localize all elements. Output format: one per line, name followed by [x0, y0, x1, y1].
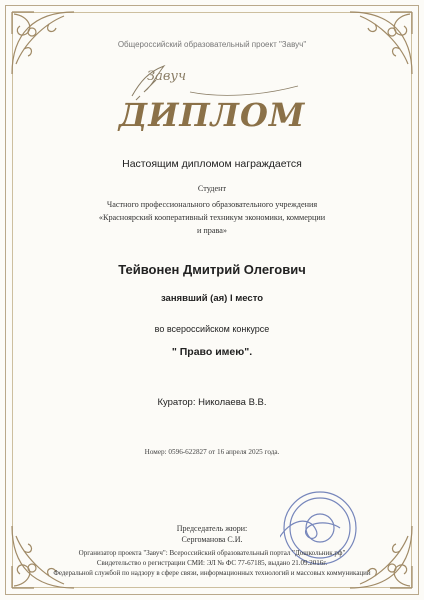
- place-text: занявший (ая) I место: [160, 293, 264, 304]
- chair-name: Сергоманова С.И.: [181, 535, 243, 544]
- recipient-role: Студент: [197, 184, 227, 193]
- project-name: Общероссийский образовательный проект "Завуч": [117, 40, 307, 49]
- org-line: Частного профессионального образовательного учреждения: [106, 200, 318, 209]
- footer-line: Организатор проекта "Завуч": Всероссийский образовательный портал "Дошкольник.рф": [78, 549, 346, 557]
- diploma-title: ДИПЛОМ: [118, 96, 306, 134]
- organization: [66, 198, 358, 237]
- recipient-name: Тейвонен Дмитрий Олегович: [118, 262, 306, 277]
- org-line: и права»: [196, 226, 228, 235]
- diploma-number: Номер: 0596-622827 от 16 апреля 2025 года.: [144, 448, 280, 456]
- logo-text: Завуч: [147, 69, 187, 84]
- curator: Куратор: Николаева В.В.: [157, 397, 267, 408]
- contest-name: " Право имею".: [171, 346, 253, 358]
- contest-intro: во всероссийском конкурсе: [154, 324, 270, 334]
- footer-info: [34, 548, 390, 578]
- chair-label: Председатель жюри:: [176, 524, 248, 533]
- org-line: «Красноярский кооперативный техникум экономики, коммерции: [98, 213, 326, 222]
- footer-line: Свидетельство о регистрации СМИ: ЭЛ № ФС 77-67185, выдано 21.09.2016г.: [96, 559, 328, 567]
- awarded-text: Настоящим дипломом награждается: [122, 158, 302, 170]
- footer-line: Федеральной службой по надзору в сфере связи, информационных технологий и массовых коммуникаций: [53, 569, 371, 577]
